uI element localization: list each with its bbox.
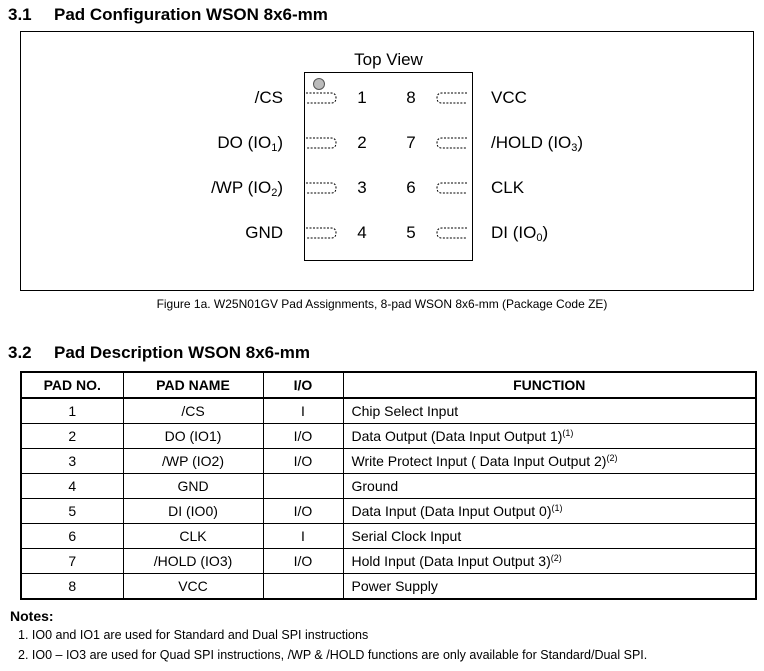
pad-number-3: 3 <box>357 178 367 197</box>
cell-io <box>263 474 343 499</box>
cell-function <box>343 549 756 574</box>
pad-description-table <box>20 371 757 600</box>
cell-pad-no: 5 <box>21 499 123 524</box>
function-text: Chip Select Input <box>351 403 459 419</box>
table-row <box>21 524 756 549</box>
pad-4-outline <box>305 227 337 239</box>
footnote-ref: (1) <box>562 428 574 438</box>
cell-function <box>343 424 756 449</box>
function-text: Hold Input (Data Input Output 3) <box>351 553 551 569</box>
header-pad-name: PAD NAME <box>123 372 263 398</box>
cell-io: I <box>263 524 343 549</box>
cell-function <box>343 574 756 600</box>
cell-io: I/O <box>263 549 343 574</box>
cell-io <box>263 574 343 600</box>
table-header-row <box>21 372 756 398</box>
cell-function <box>343 449 756 474</box>
function-text: Write Protect Input ( Data Input Output 2) <box>351 453 607 469</box>
footnote-ref: (1) <box>551 503 563 513</box>
cell-function <box>343 524 756 549</box>
notes-title: Notes: <box>10 608 54 624</box>
section-title: Pad Description WSON 8x6-mm <box>54 343 311 362</box>
pad-configuration-diagram <box>20 31 754 291</box>
cell-pad-no: 8 <box>21 574 123 600</box>
cell-pad-name: /CS <box>123 398 263 424</box>
cell-pad-name: /WP (IO2) <box>123 449 263 474</box>
cell-pad-no: 3 <box>21 449 123 474</box>
pad-number-8: 8 <box>406 88 416 107</box>
cell-pad-no: 2 <box>21 424 123 449</box>
table-row <box>21 449 756 474</box>
function-text: Data Output (Data Input Output 1) <box>351 428 563 444</box>
cell-function <box>343 474 756 499</box>
table-row <box>21 574 756 600</box>
pad-label-7: /HOLD $(IO_3)$ <box>491 133 584 154</box>
section-number: 3.1 <box>8 5 32 24</box>
cell-pad-name: /HOLD (IO3) <box>123 549 263 574</box>
function-text: Power Supply <box>351 578 438 594</box>
pad-7-outline <box>436 137 468 149</box>
pad-label-2: DO $(IO_1)$ <box>217 133 283 154</box>
note-1: 1. IO0 and IO1 are used for Standard and Dual SPI instructions <box>18 628 369 642</box>
cell-pad-no: 1 <box>21 398 123 424</box>
section-title: Pad Configuration WSON 8x6-mm <box>54 5 328 24</box>
pad-label-4: GND <box>245 223 283 242</box>
cell-io: I/O <box>263 499 343 524</box>
pad-number-7: 7 <box>406 133 416 152</box>
header-pad-no: PAD NO. <box>21 372 123 398</box>
section-number: 3.2 <box>8 343 32 362</box>
section-3-1-heading <box>8 5 328 25</box>
function-text: Serial Clock Input <box>351 528 462 544</box>
note-2: 2. IO0 – IO3 are used for Quad SPI instructions, /WP & /HOLD functions are only available for Standard/Dual SPI. <box>18 648 648 662</box>
cell-pad-name: VCC <box>123 574 263 600</box>
table-row <box>21 424 756 449</box>
footnote-ref: (2) <box>606 453 618 463</box>
function-text: Data Input (Data Input Output 0) <box>351 503 552 519</box>
table-row <box>21 398 756 424</box>
pad-3-outline <box>305 182 337 194</box>
function-text: Ground <box>351 478 399 494</box>
pad-label-6: CLK <box>491 178 525 197</box>
cell-function <box>343 398 756 424</box>
pad-number-6: 6 <box>406 178 416 197</box>
cell-io: I/O <box>263 424 343 449</box>
cell-io: I/O <box>263 449 343 474</box>
cell-pad-no: 7 <box>21 549 123 574</box>
pad-label-3: /WP $(IO_2)$ <box>211 178 283 199</box>
pad-5-outline <box>436 227 468 239</box>
pad-number-1: 1 <box>357 88 367 107</box>
pad-label-5: DI $(IO_0)$ <box>491 223 549 244</box>
header-io: I/O <box>263 372 343 398</box>
top-view-label: Top View <box>354 50 423 69</box>
table-row <box>21 499 756 524</box>
pad-label-1: /CS <box>254 88 283 107</box>
pad-number-4: 4 <box>357 223 367 242</box>
section-3-2-heading <box>8 343 310 363</box>
figure-caption: Figure 1a. W25N01GV Pad Assignments, 8-pad WSON 8x6-mm (Package Code ZE) <box>156 297 608 311</box>
cell-pad-name: GND <box>123 474 263 499</box>
cell-pad-name: DO (IO1) <box>123 424 263 449</box>
footnote-ref: (2) <box>550 553 562 563</box>
pad-number-2: 2 <box>357 133 367 152</box>
cell-pad-name: DI (IO0) <box>123 499 263 524</box>
pad-6-outline <box>436 182 468 194</box>
pad-label-8: VCC <box>491 88 527 107</box>
cell-pad-no: 6 <box>21 524 123 549</box>
pad-8-outline <box>436 92 468 104</box>
cell-pad-no: 4 <box>21 474 123 499</box>
table-row <box>21 549 756 574</box>
cell-function <box>343 499 756 524</box>
pin1-marker-dot <box>313 78 325 90</box>
pad-2-outline <box>305 137 337 149</box>
table-row <box>21 474 756 499</box>
cell-pad-name: CLK <box>123 524 263 549</box>
pad-number-5: 5 <box>406 223 416 242</box>
cell-io: I <box>263 398 343 424</box>
pad-1-outline <box>305 92 337 104</box>
header-function: FUNCTION <box>343 372 756 398</box>
